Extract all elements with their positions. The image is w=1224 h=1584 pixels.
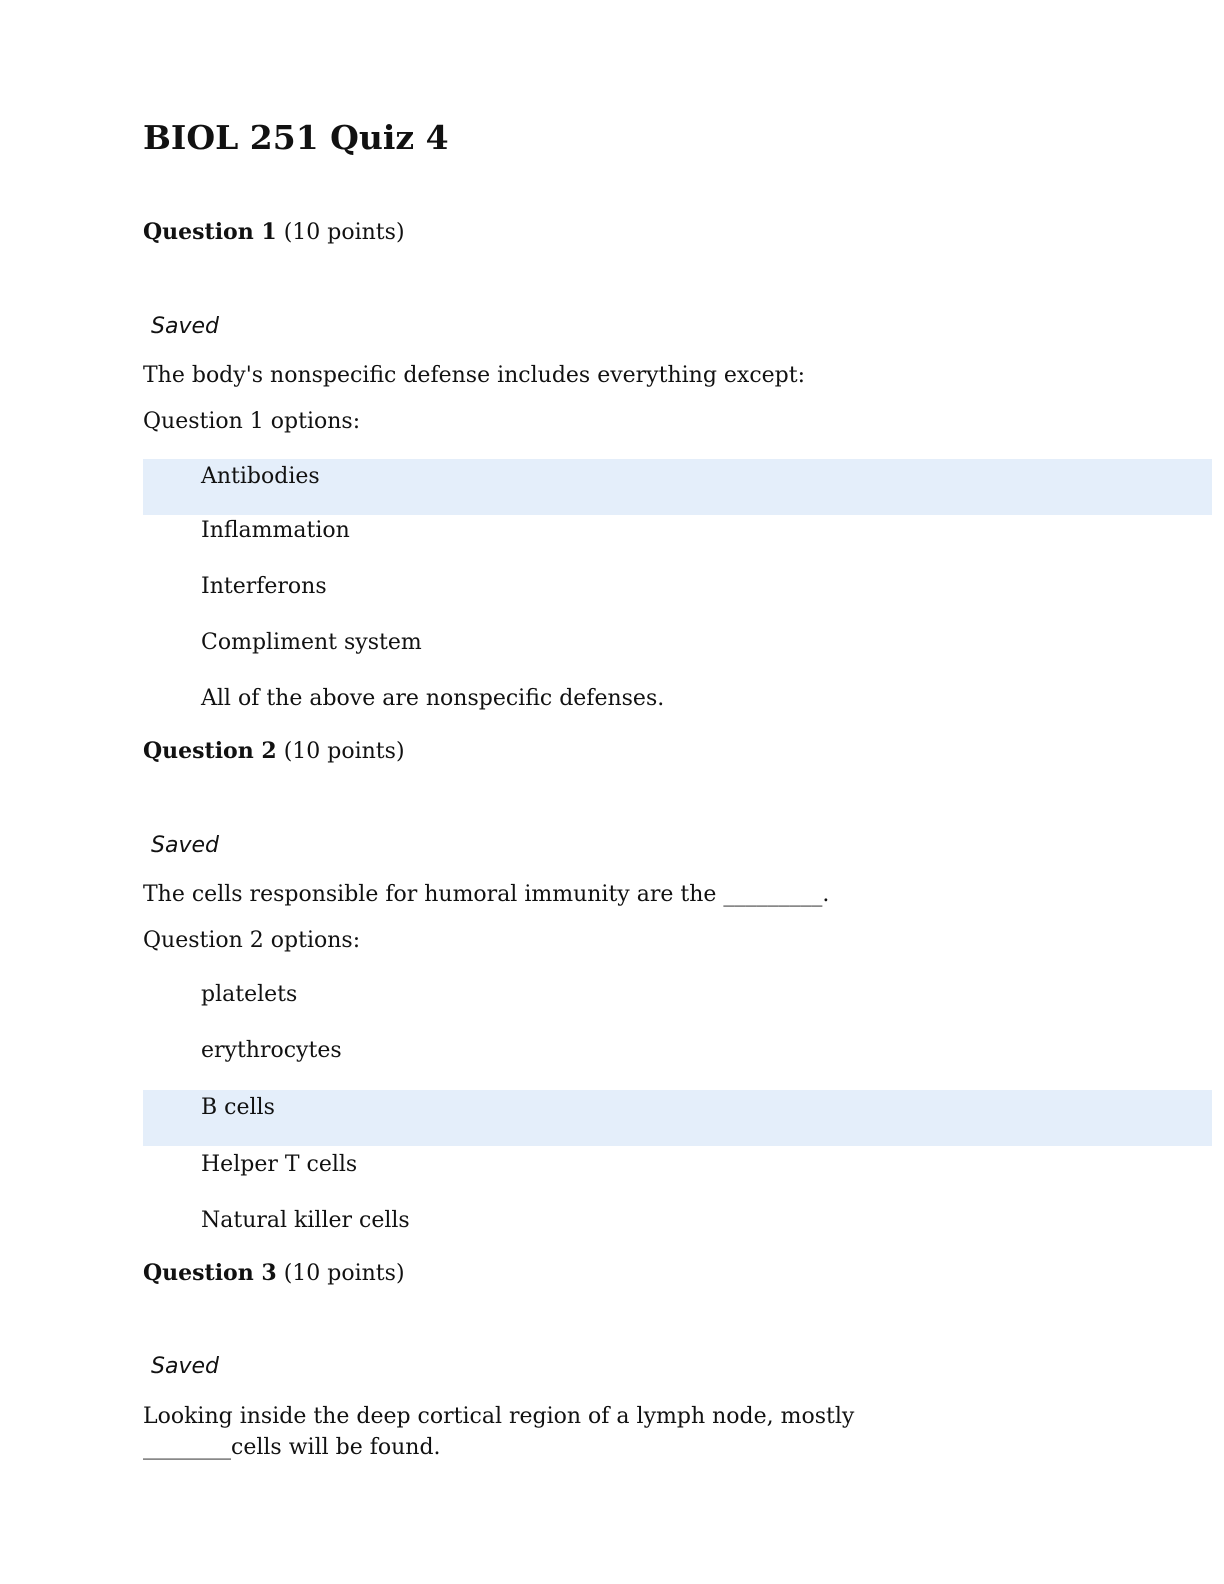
question-1-label: Question 1 xyxy=(143,219,277,245)
question-2-label: Question 2 xyxy=(143,738,277,764)
question-2-option-natural-killer-cells[interactable]: Natural killer cells xyxy=(201,1208,410,1233)
question-1-heading xyxy=(143,219,405,245)
question-1-option-interferons[interactable]: Interferons xyxy=(201,574,327,599)
question-1-points: (10 points) xyxy=(283,220,405,245)
question-2-heading xyxy=(143,738,405,764)
question-2-saved-status: Saved xyxy=(151,833,219,858)
question-2-prompt: The cells responsible for humoral immunity are the _________. xyxy=(143,882,830,907)
question-3-saved-status: Saved xyxy=(151,1354,219,1379)
question-2-points: (10 points) xyxy=(283,739,405,764)
question-1-options-label: Question 1 options: xyxy=(143,409,361,434)
question-1-saved-status: Saved xyxy=(151,314,219,339)
question-3-prompt: Looking inside the deep cortical region of a lymph node, mostly ________cells will be found. xyxy=(143,1404,855,1460)
question-2-option-helper-t-cells[interactable]: Helper T cells xyxy=(201,1152,358,1177)
question-2-option-b-cells[interactable]: B cells xyxy=(143,1090,1212,1146)
question-1-option-antibodies[interactable]: Antibodies xyxy=(143,459,1212,515)
page-title: BIOL 251 Quiz 4 xyxy=(143,118,449,157)
question-2-options-label: Question 2 options: xyxy=(143,928,361,953)
question-1-option-compliment-system[interactable]: Compliment system xyxy=(201,630,422,655)
question-2-option-erythrocytes[interactable]: erythrocytes xyxy=(201,1038,342,1063)
question-1-option-inflammation[interactable]: Inflammation xyxy=(201,518,350,543)
question-3-label: Question 3 xyxy=(143,1260,277,1286)
question-3-heading xyxy=(143,1260,405,1286)
question-2-option-platelets[interactable]: platelets xyxy=(201,982,298,1007)
question-1-prompt: The body's nonspecific defense includes everything except: xyxy=(143,363,806,388)
question-1-option-all-above[interactable]: All of the above are nonspecific defenses. xyxy=(201,686,665,711)
question-3-points: (10 points) xyxy=(283,1261,405,1286)
